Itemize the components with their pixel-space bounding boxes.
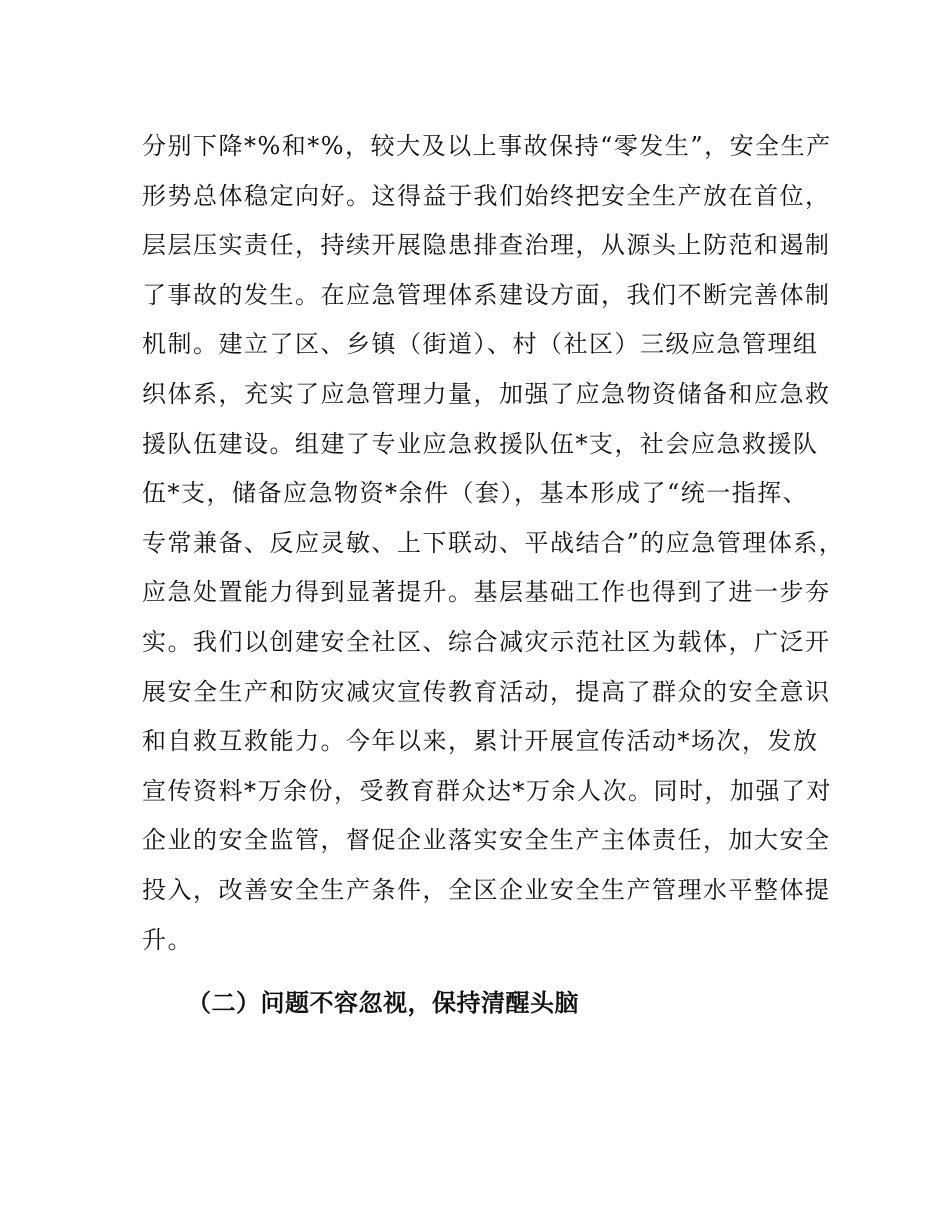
paragraph-line: 机制。建立了区、乡镇（街道）、村（社区）三级应急管理组 <box>142 330 819 359</box>
paragraph-line: 专常兼备、反应灵敏、上下联动、平战结合”的应急管理体系， <box>142 528 845 557</box>
paragraph-line: 企业的安全监管，督促企业落实安全生产主体责任，加大安全 <box>142 826 831 855</box>
paragraph-line: 投入，改善安全生产条件，全区企业安全生产管理水平整体提 <box>142 875 831 904</box>
section-heading: （二）问题不容忽视，保持清醒头脑 <box>187 989 579 1017</box>
paragraph-line: 展安全生产和防灾减灾宣传教育活动，提高了群众的安全意识 <box>142 677 831 706</box>
paragraph-line: 织体系，充实了应急管理力量，加强了应急物资储备和应急救 <box>142 379 831 408</box>
paragraph-line: 形势总体稳定向好。这得益于我们始终把安全生产放在首位， <box>142 181 831 210</box>
body-paragraph <box>142 122 845 965</box>
paragraph-line: 伍*支，储备应急物资*余件（套），基本形成了“统一指挥、 <box>142 479 809 508</box>
paragraph-line: 升。 <box>142 925 193 954</box>
paragraph-line: 宣传资料*万余份，受教育群众达*万余人次。同时，加强了对 <box>142 776 832 805</box>
paragraph-line: 层层压实责任，持续开展隐患排查治理，从源头上防范和遏制 <box>142 231 831 260</box>
paragraph-line: 实。我们以创建安全社区、综合减灾示范社区为载体，广泛开 <box>142 627 831 656</box>
paragraph-line: 援队伍建设。组建了专业应急救援队伍*支，社会应急救援队 <box>142 429 819 458</box>
paragraph-line: 应急处置能力得到显著提升。基层基础工作也得到了进一步夯 <box>142 578 831 607</box>
paragraph-line: 分别下降*%和*%，较大及以上事故保持“零发生”，安全生产 <box>142 132 832 160</box>
paragraph-line: 了事故的发生。在应急管理体系建设方面，我们不断完善体制 <box>142 280 831 309</box>
paragraph-line: 和自救互救能力。今年以来，累计开展宣传活动*场次，发放 <box>142 727 819 756</box>
